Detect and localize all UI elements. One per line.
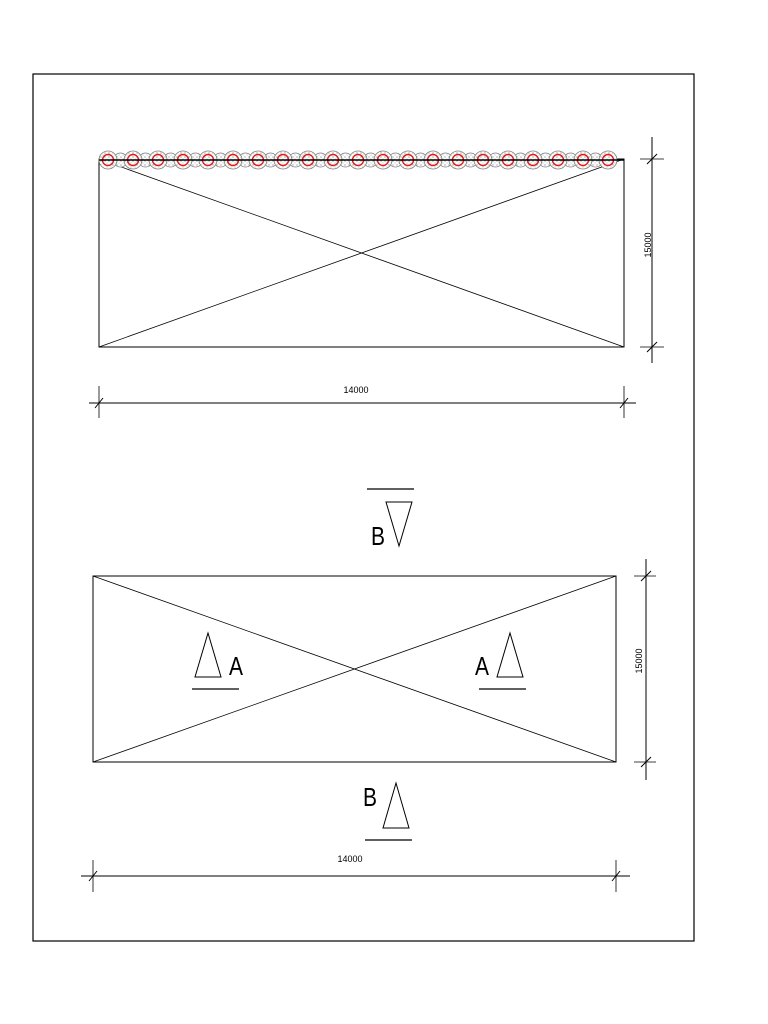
top-width-dimension	[89, 385, 636, 418]
bottom-plan-view	[81, 489, 656, 892]
bottom-width-dimension	[81, 854, 630, 892]
top-plan-view	[89, 137, 664, 418]
bottom-height-dimension	[634, 559, 656, 780]
top-height-dimension	[640, 137, 664, 363]
section-b-bottom-label: B	[363, 782, 377, 812]
section-marker-a-left	[192, 633, 244, 689]
bottom-width-dim-text: 14000	[337, 854, 363, 864]
section-a-right-arrow	[497, 633, 523, 677]
top-width-dim-text: 14000	[343, 385, 369, 395]
section-marker-b-bottom	[363, 782, 412, 840]
section-marker-b-top	[367, 489, 414, 551]
section-b-top-arrow	[386, 502, 412, 546]
section-a-left-arrow	[195, 633, 221, 677]
section-a-right-label: A	[475, 651, 490, 681]
section-b-top-label: B	[371, 521, 385, 551]
section-a-left-label: A	[229, 651, 244, 681]
section-b-bottom-arrow	[383, 783, 409, 828]
bottom-height-dim-text: 15000	[634, 648, 644, 674]
top-height-dim-text: 15000	[643, 232, 653, 258]
section-marker-a-right	[475, 633, 526, 689]
